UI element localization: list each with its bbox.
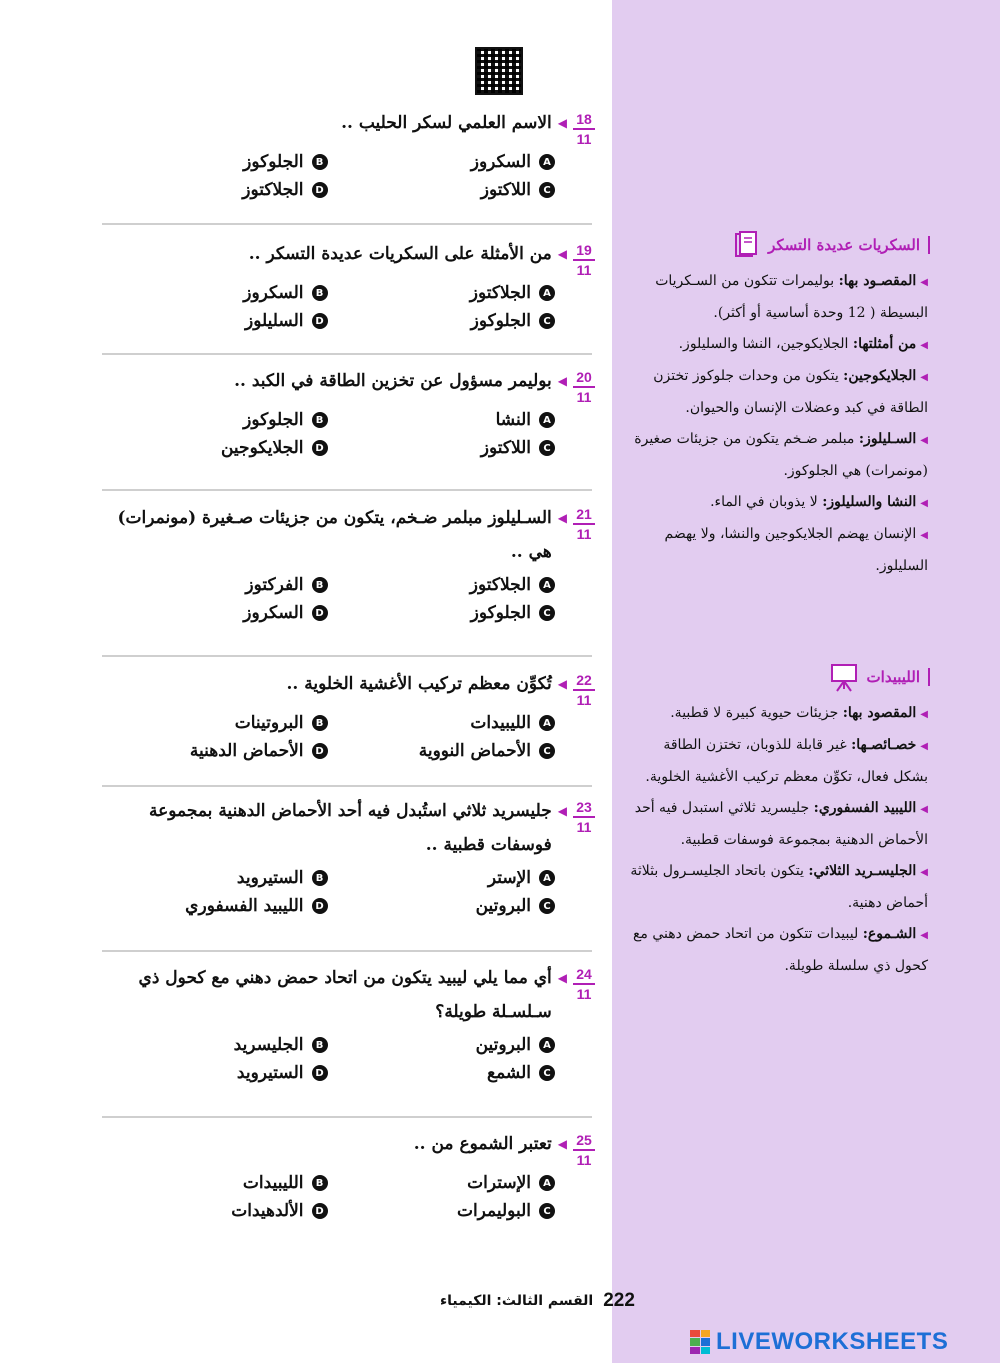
info-term: من أمثلتها: <box>852 336 917 352</box>
question-block <box>100 243 595 331</box>
option-text: السكروز <box>243 283 304 303</box>
option-letter-badge: A <box>539 715 555 731</box>
option-text: الألدهيدات <box>231 1201 304 1221</box>
question-block <box>100 370 595 458</box>
answer-option[interactable] <box>100 180 328 200</box>
option-text: الجلوكوز <box>243 152 304 172</box>
triangle-pointer-icon: ◀ <box>557 677 567 691</box>
info-term: الشـموع: <box>862 926 917 942</box>
info-term: الليبيد الفسفوري: <box>813 800 917 816</box>
info-text: يتكون من وحدات جلوكوز تختزن الطاقة في كبد وعضلات الإنسان والحيوان. <box>653 368 928 416</box>
option-letter-badge: A <box>539 285 555 301</box>
question-number: 21 11 <box>573 507 595 541</box>
option-text: الإسترات <box>467 1173 531 1193</box>
option-text: السليلوز <box>245 311 304 331</box>
triangle-pointer-icon: ◀ <box>557 511 567 525</box>
question-number: 23 11 <box>573 800 595 834</box>
info-term: المقصـود بها: <box>838 273 917 289</box>
option-text: الجلاكتوز <box>469 283 531 303</box>
question-divider <box>102 950 592 952</box>
triangle-bullet-icon: ◀ <box>920 340 928 351</box>
info-term: السـليلوز: <box>858 431 917 447</box>
option-letter-badge: A <box>539 870 555 886</box>
answer-options <box>100 868 555 916</box>
answer-option[interactable] <box>100 868 328 888</box>
option-letter-badge: B <box>312 1037 328 1053</box>
option-text: الجلوكوز <box>470 603 531 623</box>
option-text: الجلايكوجين <box>220 438 304 458</box>
answer-options <box>100 283 555 331</box>
question-number: 22 11 <box>573 673 595 707</box>
info-term: المقصود بها: <box>842 705 917 721</box>
option-letter-badge: C <box>539 1065 555 1081</box>
option-text: الجلاكتوز <box>242 180 304 200</box>
option-text: الشمع <box>487 1063 531 1083</box>
info-text: جزيئات حيوية كبيرة لا قطبية. <box>670 705 843 721</box>
info-item <box>628 487 928 519</box>
answer-option[interactable] <box>100 1201 328 1221</box>
question-number: 19 11 <box>573 243 595 277</box>
box-title: الليبيدات <box>867 668 930 686</box>
option-letter-badge: B <box>312 577 328 593</box>
option-letter-badge: C <box>539 440 555 456</box>
option-text: النشا <box>495 410 531 430</box>
answer-option[interactable] <box>328 152 556 172</box>
answer-option[interactable] <box>100 575 328 595</box>
option-text: الفركتوز <box>245 575 304 595</box>
info-item <box>628 730 928 793</box>
triangle-bullet-icon: ◀ <box>920 372 928 383</box>
info-item <box>628 856 928 919</box>
triangle-bullet-icon: ◀ <box>920 709 928 720</box>
question-text: تُكوِّن معظم تركيب الأغشية الخلوية .. <box>286 674 552 694</box>
answer-option[interactable] <box>100 311 328 331</box>
option-text: الليبيدات <box>470 713 531 733</box>
question-block <box>100 800 595 916</box>
option-letter-badge: D <box>312 1203 328 1219</box>
triangle-bullet-icon: ◀ <box>920 867 928 878</box>
info-item <box>628 361 928 424</box>
answer-option[interactable] <box>100 603 328 623</box>
answer-option[interactable] <box>100 283 328 303</box>
option-letter-badge: C <box>539 743 555 759</box>
info-text: مبلمر ضـخم يتكون من جزيئات صغيرة (مونمرات) هي الجلوكوز. <box>634 431 928 479</box>
option-letter-badge: B <box>312 412 328 428</box>
option-text: الأحماض النووية <box>418 741 531 761</box>
answer-option[interactable] <box>328 1063 556 1083</box>
option-letter-badge: B <box>312 715 328 731</box>
question-text: جليسريد ثلاثي استُبدل فيه أحد الأحماض الدهنية بمجموعة فوسفات قطبية .. <box>149 801 552 855</box>
question-divider <box>102 1116 592 1118</box>
option-text: الأحماض الدهنية <box>189 741 304 761</box>
page-footer <box>440 1290 635 1312</box>
question-block <box>100 112 595 200</box>
triangle-bullet-icon: ◀ <box>920 930 928 941</box>
option-letter-badge: A <box>539 1037 555 1053</box>
triangle-bullet-icon: ◀ <box>920 498 928 509</box>
answer-option[interactable] <box>328 1035 556 1055</box>
question-text: من الأمثلة على السكريات عديدة التسكر .. <box>248 244 552 264</box>
question-block <box>100 967 595 1083</box>
option-text: الستيرويد <box>236 1063 304 1083</box>
option-text: البروتين <box>475 1035 531 1055</box>
answer-options <box>100 713 555 761</box>
info-term: النشا والسليلوز: <box>822 494 917 510</box>
answer-option[interactable] <box>328 1173 556 1193</box>
answer-option[interactable] <box>328 868 556 888</box>
option-text: السكروز <box>470 152 531 172</box>
answer-options <box>100 152 555 200</box>
answer-option[interactable] <box>328 1201 556 1221</box>
answer-options <box>100 410 555 458</box>
info-text: الإنسان يهضم الجلايكوجين والنشا، ولا يهضم السليلوز. <box>664 526 928 574</box>
answer-option[interactable] <box>100 741 328 761</box>
info-item <box>628 329 928 361</box>
info-item <box>628 698 928 730</box>
option-letter-badge: C <box>539 313 555 329</box>
answer-option[interactable] <box>100 1173 328 1193</box>
answer-option[interactable] <box>100 410 328 430</box>
option-letter-badge: B <box>312 1175 328 1191</box>
option-letter-badge: D <box>312 313 328 329</box>
option-letter-badge: D <box>312 440 328 456</box>
option-letter-badge: A <box>539 1175 555 1191</box>
answer-option[interactable] <box>328 603 556 623</box>
info-item <box>628 424 928 487</box>
triangle-pointer-icon: ◀ <box>557 804 567 818</box>
option-letter-badge: B <box>312 285 328 301</box>
option-text: الجلوكوز <box>470 311 531 331</box>
triangle-bullet-icon: ◀ <box>920 741 928 752</box>
box-body-lipids <box>628 698 928 982</box>
box-header-lipids <box>630 662 930 692</box>
info-term: الجليسـريد الثلاثي: <box>808 863 917 879</box>
triangle-bullet-icon: ◀ <box>920 530 928 541</box>
option-text: السكروز <box>243 603 304 623</box>
info-item <box>628 519 928 582</box>
triangle-pointer-icon: ◀ <box>557 1137 567 1151</box>
answer-option[interactable] <box>100 152 328 172</box>
info-term: الجلايكوجين: <box>843 368 917 384</box>
option-text: الليبيد الفسفوري <box>185 896 304 916</box>
answer-option[interactable] <box>328 896 556 916</box>
answer-option[interactable] <box>100 438 328 458</box>
option-text: اللاكتوز <box>480 438 531 458</box>
answer-option[interactable] <box>328 575 556 595</box>
answer-options <box>100 1173 555 1221</box>
answer-option[interactable] <box>100 1063 328 1083</box>
qr-code <box>475 47 523 95</box>
answer-option[interactable] <box>100 896 328 916</box>
liveworksheets-brand[interactable] <box>690 1328 948 1356</box>
info-text: بوليمرات تتكون من السـكريات البسيطة ( 12 وحدة أساسية أو أكثر). <box>655 273 928 321</box>
option-text: الليبيدات <box>242 1173 304 1193</box>
info-item <box>628 793 928 856</box>
question-text: تعتبر الشموع من .. <box>413 1134 552 1154</box>
option-letter-badge: D <box>312 182 328 198</box>
box-body-polysaccharides <box>628 266 928 582</box>
info-text: ليبيدات تتكون من اتحاد حمض دهني مع كحول ذي سلسلة طويلة. <box>632 926 928 974</box>
answer-option[interactable] <box>328 410 556 430</box>
question-number: 18 11 <box>573 112 595 146</box>
answer-option[interactable] <box>100 1035 328 1055</box>
answer-option[interactable] <box>328 283 556 303</box>
option-text: البروتينات <box>234 713 304 733</box>
answer-option[interactable] <box>328 741 556 761</box>
option-letter-badge: C <box>539 1203 555 1219</box>
option-letter-badge: A <box>539 577 555 593</box>
info-text: لا يذوبان في الماء. <box>710 494 823 510</box>
info-text: الجلايكوجين، النشا والسليلوز. <box>678 336 853 352</box>
answer-option[interactable] <box>100 713 328 733</box>
option-letter-badge: C <box>539 605 555 621</box>
option-letter-badge: C <box>539 898 555 914</box>
question-divider <box>102 489 592 491</box>
answer-option[interactable] <box>328 438 556 458</box>
question-text: الاسم العلمي لسكر الحليب .. <box>341 113 552 133</box>
answer-options <box>100 575 555 623</box>
question-number: 25 11 <box>573 1133 595 1167</box>
question-block <box>100 507 595 623</box>
question-block <box>100 673 595 761</box>
info-text: جليسريد ثلاثي استبدل فيه أحد الأحماض الدهنية بمجموعة فوسفات قطبية. <box>634 800 928 848</box>
info-item <box>628 919 928 982</box>
question-text: أي مما يلي ليبيد يتكون من اتحاد حمض دهني مع كحول ذي سـلسـلة طويلة؟ <box>138 968 552 1022</box>
liveworksheets-logo-icon <box>690 1330 710 1354</box>
page-number: 222 <box>603 1290 635 1311</box>
answer-options <box>100 1035 555 1083</box>
presentation-board-icon <box>829 662 859 692</box>
question-divider <box>102 655 592 657</box>
answer-option[interactable] <box>328 713 556 733</box>
triangle-pointer-icon: ◀ <box>557 374 567 388</box>
question-divider <box>102 353 592 355</box>
option-letter-badge: D <box>312 1065 328 1081</box>
question-divider <box>102 223 592 225</box>
option-text: البوليمرات <box>456 1201 531 1221</box>
option-letter-badge: D <box>312 898 328 914</box>
triangle-bullet-icon: ◀ <box>920 277 928 288</box>
question-number: 20 11 <box>573 370 595 404</box>
option-letter-badge: C <box>539 182 555 198</box>
option-text: اللاكتوز <box>480 180 531 200</box>
section-title: القسم الثالث: الكيمياء <box>440 1293 594 1309</box>
question-number: 24 11 <box>573 967 595 1001</box>
option-text: الجليسريد <box>233 1035 304 1055</box>
answer-option[interactable] <box>328 311 556 331</box>
option-text: الستيرويد <box>236 868 304 888</box>
box-header-polysaccharides <box>630 230 930 260</box>
box-title: السكريات عديدة التسكر <box>768 236 930 254</box>
info-text: غير قابلة للذوبان، تختزن الطاقة بشكل فعال، تكوِّن معظم تركيب الأغشية الخلوية. <box>645 737 928 785</box>
question-divider <box>102 785 592 787</box>
info-item <box>628 266 928 329</box>
option-letter-badge: A <box>539 154 555 170</box>
option-letter-badge: A <box>539 412 555 428</box>
triangle-pointer-icon: ◀ <box>557 247 567 261</box>
info-term: خصـائصـها: <box>851 737 917 753</box>
triangle-bullet-icon: ◀ <box>920 804 928 815</box>
question-text: بوليمر مسؤول عن تخزين الطاقة في الكبد .. <box>234 371 552 391</box>
option-text: الجلاكتوز <box>469 575 531 595</box>
book-icon <box>730 230 760 260</box>
question-text: السـليلوز مبلمر ضـخم، يتكون من جزيئات صـغيرة (مونمرات) هي .. <box>117 508 552 562</box>
option-text: الجلوكوز <box>243 410 304 430</box>
option-letter-badge: D <box>312 743 328 759</box>
option-letter-badge: D <box>312 605 328 621</box>
option-letter-badge: B <box>312 870 328 886</box>
option-text: الإستر <box>487 868 531 888</box>
triangle-pointer-icon: ◀ <box>557 116 567 130</box>
triangle-bullet-icon: ◀ <box>920 435 928 446</box>
answer-option[interactable] <box>328 180 556 200</box>
info-text: يتكون باتحاد الجليسـرول بثلاثة أحماض دهنية. <box>630 863 928 911</box>
option-letter-badge: B <box>312 154 328 170</box>
option-text: البروتين <box>475 896 531 916</box>
question-block <box>100 1133 595 1221</box>
brand-name: LIVEWORKSHEETS <box>716 1328 949 1355</box>
triangle-pointer-icon: ◀ <box>557 971 567 985</box>
